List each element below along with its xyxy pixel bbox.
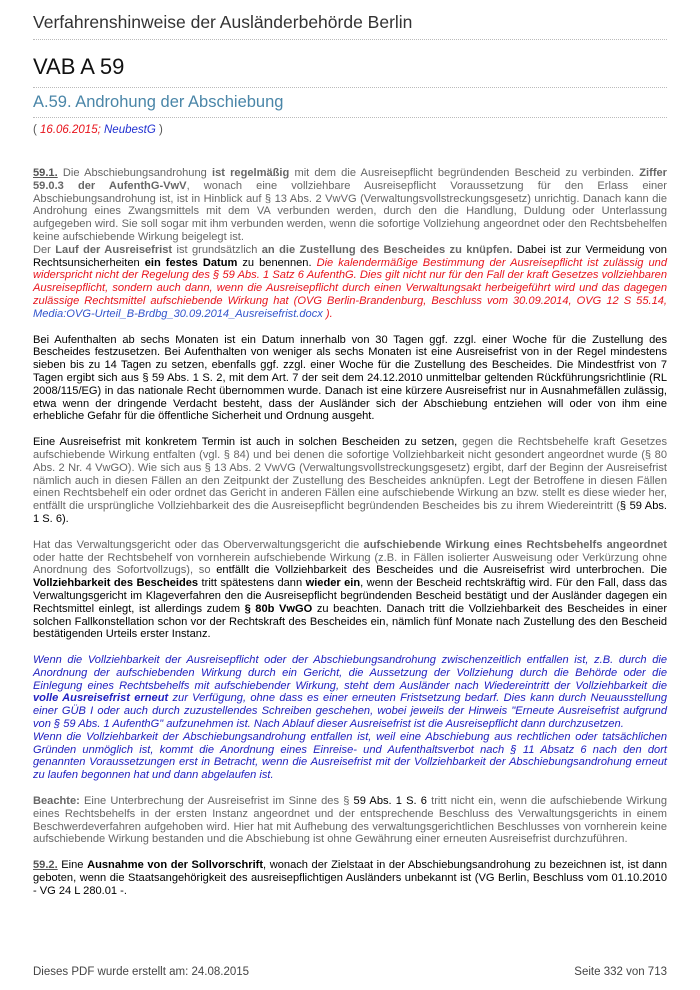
text: gegen die Rechtsbehelfe kraft Gesetzes aufschiebende Wirkung entfalten (vgl. § 84) und bei denen die sofortige Vollziehbarkeit nicht gesondert angeordnet wurde (§ 80 Abs. 2 Nr. 4 VwGO). Wie sich aus § 13 Abs. 2 VwVG (Verwaltungsvollstreckungsgesetz) ergibt, darf der Beginn der Ausreisefrist nämlich auch in diesen Fällen an den Zeitpunkt der Zustellung des Bescheides anknüpfen. Legt der Betroffene in diesen Fällen einen Rechtsbehelf ein oder ordnet das Gericht in anderen Fällen eine aufschiebende Wirkung an bzw. stellt es diese wieder her, entfällt die ursprüngliche Vollziehbarkeit des die Ausreisepflicht begründenden Bescheides bis zu ihrem Wiedereintritt ( (33, 436, 668, 513)
text: , wenn der Bescheid rechtskräftig wird. Für den Fall, dass das Verwaltungsgericht im Klageverfahren den die Ausreisepflicht begründenden Bescheid bestätigt und der Ausländer dagegen ein Rechtsmittel einlegt, ist allerdings zudem (33, 577, 667, 615)
meta-open: ( (33, 124, 41, 136)
bold-text: Lauf der Ausreisefrist (55, 243, 173, 256)
paragraph-fristen: Bei Aufenthalten ab sechs Monaten ist ein Datum innerhalb von 30 Tagen ggf. zzgl. einer Woche für die Zustellung des Bescheides festzusetzen. Bei Aufenthalten von weniger als sechs Monaten ist eine Ausreisefrist von in der Regel mindestens sieben bis zu 14 Tagen zu setzen, ebenfalls ggf. zzgl. einer Woche für die Zustellung des Bescheides. Die Mindestfrist von 7 Tagen ergibt sich aus § 59 Abs. 1 S. 2, mit dem Art. 7 der seit dem 24.12.2010 unmittelbar geltenden Rückführungsrichtlinie (RL 2008/115/EG) in das nationale Recht übernommen wurde. Danach ist eine kürzere Ausreisefrist nur in Ausnahmefällen zulässig, etwa wenn der dringende Verdacht besteht, dass der Ausländer sich der Abschiebung entziehen will oder von ihm eine erhebliche Gefahr für die öffentliche Sicherheit und Ordnung ausgeht. (33, 333, 667, 423)
bold-text: wieder ein (305, 577, 361, 590)
paragraph-ausreisefrist (33, 244, 667, 321)
paragraph-number: 59.1. (33, 167, 58, 179)
text: tritt spätestens dann (198, 577, 306, 590)
paragraph-einreiseverbot: Wenn die Vollziehbarkeit der Abschiebungsandrohung entfallen ist, weil eine Abschiebung aus rechtlichen oder tatsächlichen Gründen unmöglich ist, kommt die Anordnung eines Einreise- und Aufenthaltsverbot nach § 11 Absatz 6 nach den dort genannten Voraussetzungen erst in Betracht, wenn die Ausreisefrist mit der Vollziehbarkeit der Abschiebungsandrohung erneut zu laufen begonnen hat und dann abgelaufen ist. (33, 730, 667, 782)
bold-text: § 80b VwGO (244, 602, 313, 615)
site-title: Verfahrenshinweise der Ausländerbehörde Berlin (33, 12, 667, 40)
text: 59 Abs. 1 S. 6 (353, 795, 427, 808)
meta-close: ) (155, 124, 163, 136)
text: Eine (57, 859, 88, 872)
bold-text: volle Ausreisefrist erneut (33, 692, 169, 705)
text: tritt nicht ein, wenn die aufschiebende Wirkung eines Rechtsbehelfs in der ersten Instanz angeordnet und der entsprechende Beschluss des Verwaltungsgerichts in einem Beschwerdeverfahren aufgehoben wird. Hier hat mit Aufhebung des verwaltungsgerichtlichen Beschlusses von vornherein keine aufschiebende Wirkung bestanden und die Abschiebung ist ohne Gewährung einer erneuten Ausreisefrist durchzuführen. (33, 795, 668, 846)
text: Hat das Verwaltungsgericht oder das Oberverwaltungsgericht die (33, 538, 364, 551)
document-body (33, 167, 667, 898)
text: , wonach der Zielstaat in der Abschiebungsandrohung zu bezeichnen ist, ist dann geboten, wenn die Staatsangehörigkeit des ausreisepflichtigen Ausländers unbekannt ist (VG Berlin, Beschluss vom 01.10.2010 - VG 24 L 280.01 -. (33, 859, 667, 897)
media-link[interactable]: Media:OVG-Urteil_B-Brdbg_30.09.2014_Ausreisefrist.docx (33, 307, 323, 320)
beachte-label: Beachte: (33, 795, 80, 808)
text: oder hatte der Rechtsbehelf von vornherein aufschiebende Wirkung (z.B. in Fällen isolierter Ausweisung oder Verkürzung ohne Anordnung des Sofortvollzugs), so (33, 551, 667, 577)
text: Eine Ausreisefrist mit konkretem Termin ist auch in solchen Bescheiden zu setzen, (33, 436, 463, 449)
paragraph-aufschiebende-wirkung (33, 539, 667, 641)
text: Die Abschiebungsandrohung (57, 167, 212, 179)
text: Eine Unterbrechung der Ausreisefrist im Sinne des § (79, 795, 354, 808)
amendment-date: 16.06.2015; (40, 124, 101, 136)
page-footer (33, 966, 667, 978)
amendment-text: Die kalendermäßige Bestimmung der Ausreisepflicht ist zulässig und widerspricht nicht der Regelung des § 59 Abs. 1 Satz 6 AufenthG. Dies gilt nicht nur für den Fall der kraft Gesetzes vollziehbaren Ausreisepflicht, sondern auch dann, wenn die Ausreisepflicht durch einen Verwaltungsakt herbeigeführt wird und das dagegen zulässige Rechtsmittel aufschiebende Wirkung hat (OVG Berlin-Brandenburg, Beschluss vom 30.09.2014, OVG 12 S 55.14, (33, 256, 667, 307)
document-code: VAB A 59 (33, 54, 667, 88)
bold-text: an die Zustellung des Bescheides zu knüpfen. (261, 243, 513, 256)
paragraph-beachte (33, 795, 667, 846)
bold-text: Ziffer 59.0.3 der AufenthG-VwV (33, 167, 667, 192)
page-number: Seite 332 von 713 (574, 966, 667, 978)
amendment-text: ). (322, 307, 333, 320)
text: mit dem die Ausreisepflicht begründenden Bescheid zu verbinden. (289, 167, 640, 179)
section-title: A.59. Androhung der Abschiebung (33, 93, 667, 118)
paragraph-volle-ausreisefrist (33, 654, 667, 731)
text: Der (33, 243, 56, 256)
text: zu beachten. Danach tritt die Vollziehbarkeit des Bescheides in einer solchen Fallkonstellation schon vor der Rechtskraft des Bescheides ein, nämlich fünf Monate nach Zustellung des den Bescheid bestätigenden Urteils erster Instanz. (33, 602, 668, 641)
text: § 59 Abs. 1 S. 6). (33, 500, 667, 525)
paragraph-number: 59.2. (33, 859, 58, 872)
text: zu benennen. (237, 256, 317, 269)
bold-text: Ausnahme von der Sollvorschrift (87, 859, 264, 872)
text: entfällt die Vollziehbarkeit des Bescheides und die Ausreisefrist wird unterbrochen. Die (216, 564, 668, 577)
created-date: Dieses PDF wurde erstellt am: 24.08.2015 (33, 966, 250, 978)
bold-text: ein festes Datum (144, 256, 238, 269)
text: ist grundsätzlich (172, 243, 262, 256)
bold-text: aufschiebende Wirkung eines Rechtsbehelfs angeordnet (363, 538, 667, 551)
paragraph-konkreter-termin (33, 436, 667, 526)
text: zur Verfügung, ohne dass es einer erneuten Fristsetzung bedarf. Dies kann durch Neuausstellung einer GÜB I oder auch durch zuzustellendes Schreiben geschehen, wobei jeweils der Hinweis "Erneute Ausreisefrist aufgrund von § 59 Abs. 1 AufenthG" aufzunehmen ist. Nach Ablauf dieser Ausreisefrist ist die Ausreisepflicht dann durchzusetzen. (33, 692, 667, 731)
text: Dabei ist zur Vermeidung von Rechtsunsicherheiten (33, 243, 667, 269)
text: , wonach eine vollziehbare Ausreisepflicht Voraussetzung für den Erlass einer Abschiebungsandrohung ist, ist in Hinblick auf § 13 Abs. 2 VwVG (Verwaltungsvollstreckungsgesetz) unrichtig. Danach kann die Androhung eines Zwangsmittels mit dem VA verbunden werden, durch den die Handlung, Duldung oder Unterlassung aufgegeben wird. Sie soll sogar mit ihm verbunden werden, wenn die sofortige Vollziehung angeordnet oder den Rechtsbehelfen keine aufschiebende Wirkung beigelegt ist. (33, 179, 668, 243)
neubestg-link[interactable]: NeubestG (104, 124, 156, 136)
bold-text: Vollziehbarkeit des Bescheides (33, 577, 199, 590)
bold-text: ist regelmäßig (211, 167, 290, 179)
text: Wenn die Vollziehbarkeit der Ausreisepflicht oder der Abschiebungsandrohung zwischenzeitlich entfallen ist, z.B. durch die Anordnung der aufschiebenden Wirkung durch ein Gericht, die Aussetzung der Vollziehung durch die Behörde oder die Einlegung eines Rechtsbehelfs mit aufschiebender Wirkung, steht dem Ausländer nach Wiedereintritt der Vollziehbarkeit die (33, 654, 667, 692)
amendment-meta (33, 124, 163, 136)
paragraph-59-1 (33, 167, 667, 244)
paragraph-59-2 (33, 859, 667, 897)
